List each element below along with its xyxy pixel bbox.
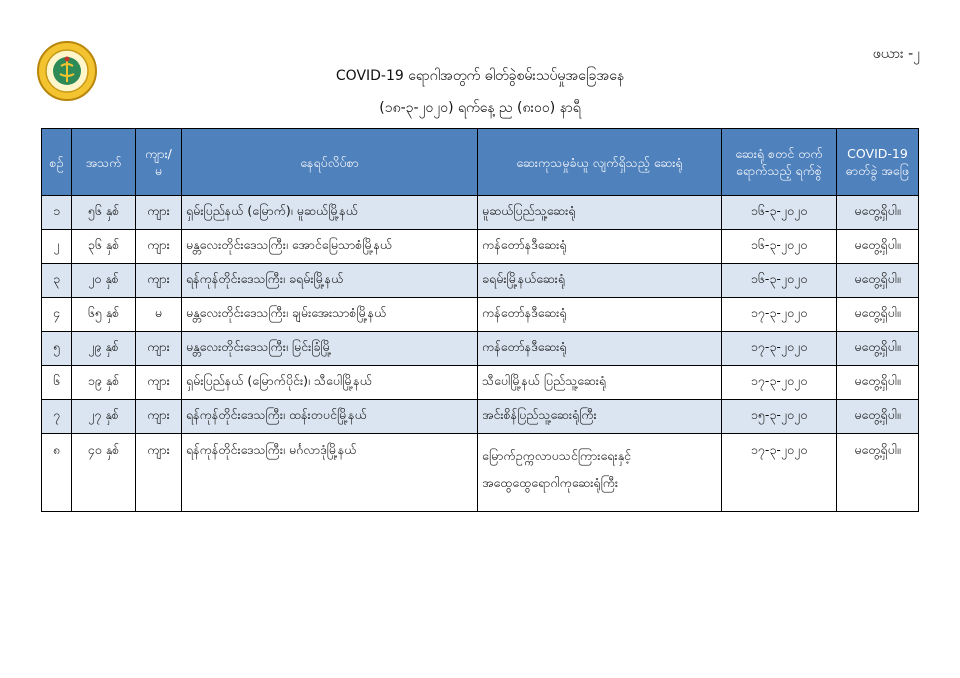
page-title: COVID-19 ရောဂါအတွက် ဓါတ်ခွဲစမ်းသပ်မှုအခြေအနေ (335, 68, 625, 84)
cell-address: မန္တလေးတိုင်းဒေသကြီး၊ မြင်းခြံမြို့ (182, 332, 478, 366)
cell-result: မတွေ့ရှိပါ။ (837, 366, 919, 400)
cell-address: ရှမ်းပြည်နယ် (မြောက်)၊ မူဆယ်မြို့နယ် (182, 196, 478, 230)
table-row (42, 298, 919, 332)
column-header-result: COVID-19 ဓာတ်ခွဲ အဖြေ (837, 129, 919, 196)
cell-hospital: သီပေါမြို့နယ် ပြည်သူ့ဆေးရုံ (478, 366, 722, 400)
cell-no: ၆ (42, 366, 72, 400)
cell-no: ၃ (42, 264, 72, 298)
cell-admission-date: ၁၆-၃-၂၀၂၀ (722, 230, 837, 264)
cell-result: မတွေ့ရှိပါ။ (837, 264, 919, 298)
cell-admission-date: ၁၆-၃-၂၀၂၀ (722, 196, 837, 230)
table-row (42, 196, 919, 230)
column-header-admission-date: ဆေးရုံ စတင် တက်ရောက်သည့် ရက်စွဲ (722, 129, 837, 196)
cell-result: မတွေ့ရှိပါ။ (837, 332, 919, 366)
cell-address: ရန်ကုန်တိုင်းဒေသကြီး၊ ခရမ်းမြို့နယ် (182, 264, 478, 298)
cell-sex: ကျား (136, 366, 182, 400)
table-row (42, 366, 919, 400)
cell-sex: ကျား (136, 400, 182, 434)
cell-hospital: ခရမ်းမြို့နယ်ဆေးရုံ (478, 264, 722, 298)
cell-age: ၄၀ နှစ် (72, 434, 136, 512)
cell-age: ၂၉ နှစ် (72, 332, 136, 366)
cell-admission-date: ၁၆-၃-၂၀၂၀ (722, 264, 837, 298)
cell-age: ၂၀ နှစ် (72, 264, 136, 298)
cell-admission-date: ၁၇-၃-၂၀၂၀ (722, 298, 837, 332)
annex-label: ဖယား -၂ (872, 46, 920, 62)
cell-result: မတွေ့ရှိပါ။ (837, 230, 919, 264)
cell-hospital: ကန်တော်နဒီဆေးရုံ (478, 230, 722, 264)
column-header-address: နေရပ်လိပ်စာ (182, 129, 478, 196)
table-row (42, 332, 919, 366)
cell-no: ၇ (42, 400, 72, 434)
column-header-age: အသက် (72, 129, 136, 196)
column-header-no: စဉ် (42, 129, 72, 196)
cell-hospital-line: မြောက်ဥက္ကလာပသင်ကြားရေးနှင့် (482, 448, 631, 463)
table-row (42, 230, 919, 264)
cell-hospital-line: အထွေထွေရောဂါကုဆေးရုံကြီး (482, 475, 619, 490)
cell-sex: ကျား (136, 434, 182, 512)
cell-age: ၆၅ နှစ် (72, 298, 136, 332)
cell-age: ၅၆ နှစ် (72, 196, 136, 230)
cell-result: မတွေ့ရှိပါ။ (837, 400, 919, 434)
covid-test-table (41, 128, 919, 512)
cell-hospital (478, 434, 722, 512)
cell-hospital: အင်းစိန်ပြည်သူ့ဆေးရုံကြီး (478, 400, 722, 434)
cell-sex: ကျား (136, 196, 182, 230)
column-header-sex: ကျား/ မ (136, 129, 182, 196)
column-header-hospital: ဆေးကုသမှုခံယူ လျက်ရှိသည့် ဆေးရုံ (478, 129, 722, 196)
table-row (42, 434, 919, 512)
cell-hospital: ကန်တော်နဒီဆေးရုံ (478, 332, 722, 366)
cell-result: မတွေ့ရှိပါ။ (837, 434, 919, 512)
cell-sex: မ (136, 298, 182, 332)
page-subtitle: (၁၈-၃-၂၀၂၀) ရက်နေ့ ည (၈း၀၀) နာရီ (379, 100, 581, 116)
cell-result: မတွေ့ရှိပါ။ (837, 196, 919, 230)
cell-no: ၂ (42, 230, 72, 264)
cell-no: ၅ (42, 332, 72, 366)
cell-sex: ကျား (136, 332, 182, 366)
table-header-row (42, 129, 919, 196)
table-row (42, 264, 919, 298)
cell-no: ၄ (42, 298, 72, 332)
cell-hospital: မူဆယ်ပြည်သူ့ဆေးရုံ (478, 196, 722, 230)
cell-admission-date: ၁၇-၃-၂၀၂၀ (722, 332, 837, 366)
cell-admission-date: ၁၇-၃-၂၀၂၀ (722, 434, 837, 512)
cell-no: ၁ (42, 196, 72, 230)
cell-hospital: ကန်တော်နဒီဆေးရုံ (478, 298, 722, 332)
table-row (42, 400, 919, 434)
cell-admission-date: ၁၅-၃-၂၀၂၀ (722, 400, 837, 434)
cell-age: ၂၇ နှစ် (72, 400, 136, 434)
cell-address: မန္တလေးတိုင်းဒေသကြီး၊ အောင်မြေသာစံမြို့နယ် (182, 230, 478, 264)
cell-address: ရန်ကုန်တိုင်းဒေသကြီး၊ မင်္ဂလာဒုံမြို့နယ် (182, 434, 478, 512)
cell-admission-date: ၁၇-၃-၂၀၂၀ (722, 366, 837, 400)
cell-result: မတွေ့ရှိပါ။ (837, 298, 919, 332)
cell-address: ရန်ကုန်တိုင်းဒေသကြီး၊ ထန်းတပင်မြို့နယ် (182, 400, 478, 434)
cell-no: ၈ (42, 434, 72, 512)
cell-age: ၁၉ နှစ် (72, 366, 136, 400)
cell-address: ရှမ်းပြည်နယ် (မြောက်ပိုင်း)၊ သီပေါမြို့နယ် (182, 366, 478, 400)
cell-sex: ကျား (136, 264, 182, 298)
cell-age: ၃၆ နှစ် (72, 230, 136, 264)
cell-sex: ကျား (136, 230, 182, 264)
cell-address: မန္တလေးတိုင်းဒေသကြီး၊ ချမ်းအေးသာစံမြို့နယ် (182, 298, 478, 332)
